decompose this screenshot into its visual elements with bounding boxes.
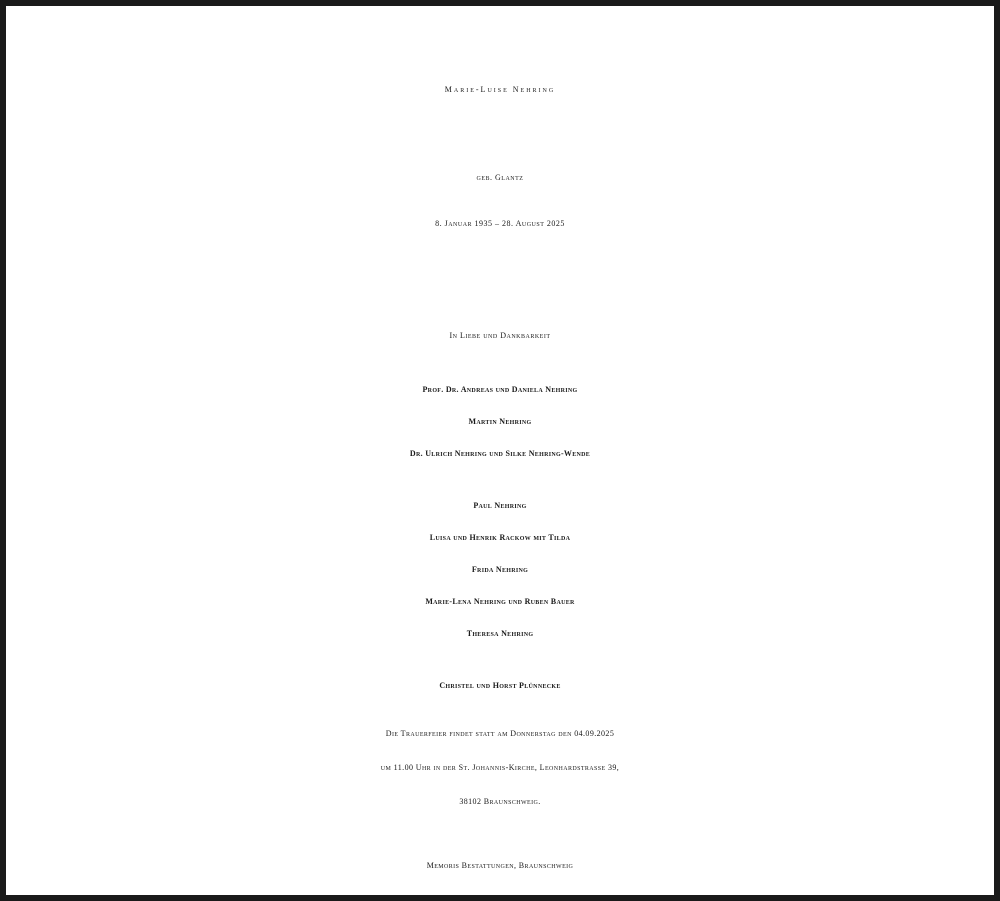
mourner-line: Frida Nehring [471, 565, 529, 574]
mourner-line: Martin Nehring [468, 417, 532, 426]
mourner-line: Marie-Lena Nehring und Ruben Bauer [425, 597, 575, 606]
deceased-name: Marie-Luise Nehring [444, 85, 556, 94]
service-line: Die Trauerfeier findet statt am Donnerstag den 04.09.2025 [385, 729, 615, 738]
mourner-line: Dr. Ulrich Nehring und Silke Nehring-Wende [409, 449, 591, 458]
life-dates: 8. Januar 1935 – 28. August 2025 [435, 219, 565, 228]
mourner-line: Luisa und Henrik Rackow mit Tilda [429, 533, 571, 542]
birth-name: geb. Glantz [476, 173, 524, 182]
mourner-line: Christel und Horst Plünnecke [439, 681, 561, 690]
mourner-line: Theresa Nehring [466, 629, 534, 638]
service-line: um 11.00 Uhr in der St. Johannis-Kirche, Leonhardstrasse 39, [380, 763, 620, 772]
dedication-line: In Liebe und Dankbarkeit [449, 331, 551, 340]
obituary-notice [12, 12, 988, 889]
funeral-home: Memoris Bestattungen, Braunschweig [426, 861, 574, 870]
mourner-line: Prof. Dr. Andreas und Daniela Nehring [422, 385, 578, 394]
mourner-line: Paul Nehring [473, 501, 527, 510]
service-line: 38102 Braunschweig. [459, 797, 541, 806]
